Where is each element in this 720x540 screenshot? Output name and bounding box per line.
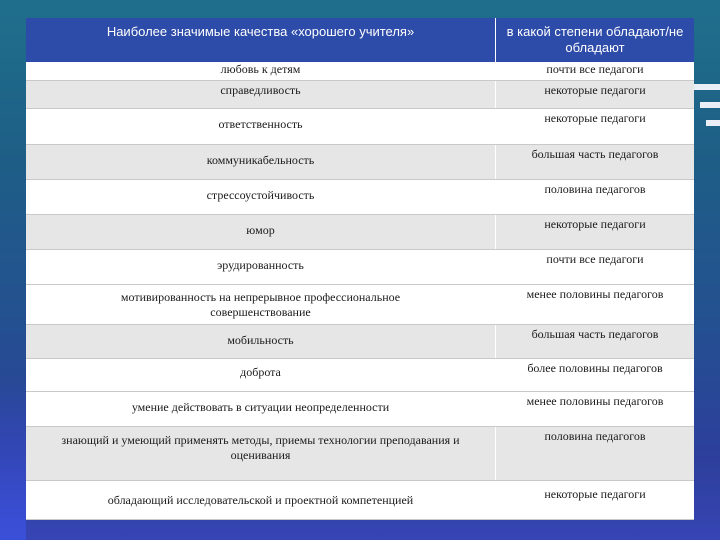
degree-cell: некоторые педагоги: [544, 217, 646, 231]
degree-cell: половина педагогов: [544, 429, 646, 443]
quality-cell: мотивированность на непрерывное профессиональное совершенствование: [26, 285, 496, 324]
degree-cell: менее половины педагогов: [526, 394, 664, 408]
degree-cell: почти все педагоги: [546, 252, 644, 266]
header-degree: в какой степени обладают/не обладают: [506, 24, 684, 55]
table-row: [26, 180, 694, 215]
degree-cell: менее половины педагогов: [526, 287, 664, 301]
decorative-stripes: [694, 70, 720, 170]
degree-cell: некоторые педагоги: [544, 111, 646, 125]
table-row: [26, 250, 694, 285]
qualities-table: [26, 18, 694, 520]
table-row: [26, 359, 694, 392]
degree-cell: некоторые педагоги: [544, 83, 646, 97]
table-row: [26, 215, 694, 250]
degree-cell: большая часть педагогов: [531, 327, 659, 341]
table-row: [26, 62, 694, 81]
quality-cell: стрессоустойчивость: [26, 180, 496, 214]
quality-cell: мобильность: [26, 325, 496, 358]
quality-cell: умение действовать в ситуации неопределенности: [26, 392, 496, 426]
degree-cell: большая часть педагогов: [531, 147, 659, 161]
decorative-stripe: [700, 102, 720, 108]
table-header: [26, 18, 694, 62]
table-row: [26, 145, 694, 180]
decorative-stripe: [706, 120, 720, 126]
quality-cell: доброта: [26, 359, 496, 391]
degree-cell: более половины педагогов: [527, 361, 663, 375]
quality-cell: эрудированность: [26, 250, 496, 284]
quality-cell: знающий и умеющий применять методы, приемы технологии преподавания и оценивания: [26, 427, 496, 480]
background-corner-accent: [0, 380, 26, 540]
table-row: [26, 285, 694, 325]
header-qualities: Наиболее значимые качества «хорошего учителя»: [26, 18, 496, 62]
degree-cell: некоторые педагоги: [544, 487, 646, 501]
quality-cell: ответственность: [26, 109, 496, 144]
quality-cell: коммуникабельность: [26, 145, 496, 179]
table-row: [26, 109, 694, 145]
quality-cell: обладающий исследовательской и проектной компетенцией: [26, 481, 496, 519]
table-row: [26, 481, 694, 520]
quality-cell: справедливость: [26, 81, 496, 108]
quality-cell: юмор: [26, 215, 496, 249]
table-body: [26, 62, 694, 520]
quality-cell: любовь к детям: [26, 62, 496, 80]
decorative-stripe: [694, 84, 720, 90]
degree-cell: половина педагогов: [544, 182, 646, 196]
table-row: [26, 427, 694, 481]
degree-cell: почти все педагоги: [546, 62, 644, 76]
table-row: [26, 81, 694, 109]
table-row: [26, 392, 694, 427]
table-row: [26, 325, 694, 359]
